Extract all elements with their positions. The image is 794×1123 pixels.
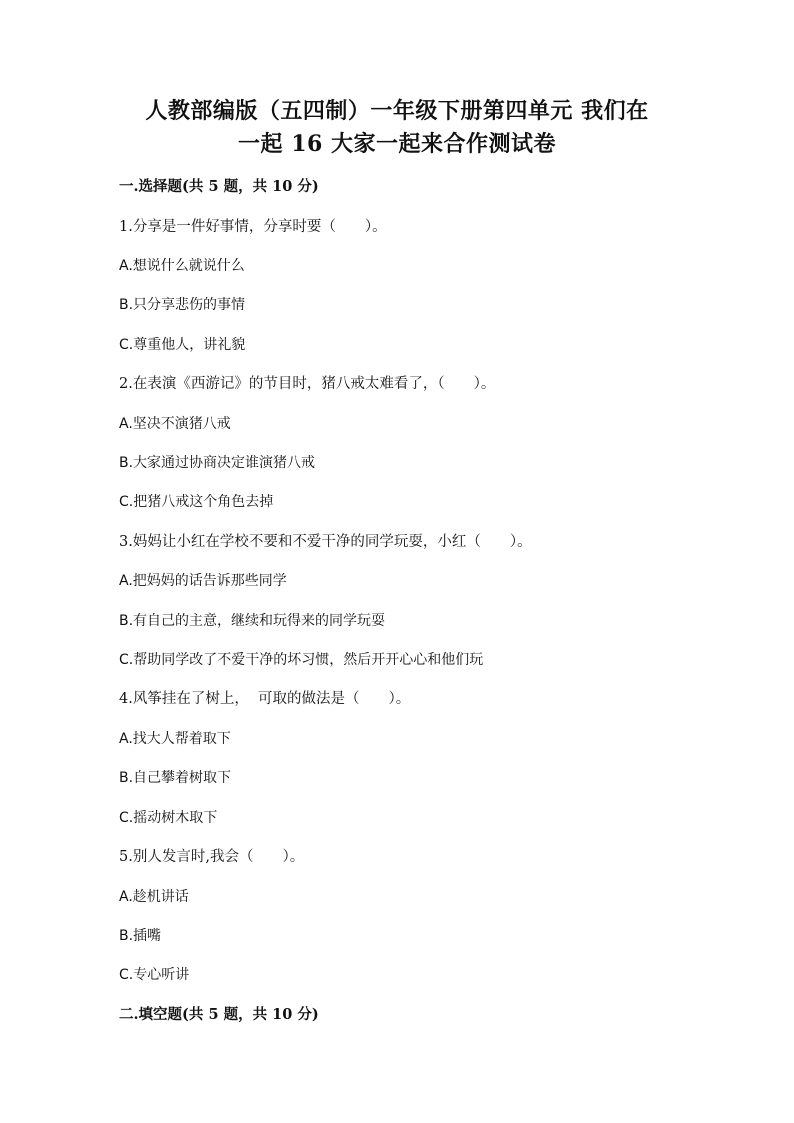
question-5-stem: 5.别人发言时,我会（ ）。 xyxy=(119,849,305,865)
question-2-option-c: C.把猪八戒这个角色去掉 xyxy=(119,494,274,510)
question-1-option-b: B.只分享悲伤的事情 xyxy=(119,297,246,313)
question-5-option-b: B.插嘴 xyxy=(119,928,162,944)
section-heading-fill-in-blank: 二.填空题(共 5 题，共 10 分) xyxy=(119,1006,319,1023)
question-4-option-c: C.摇动树木取下 xyxy=(119,810,218,826)
question-2-option-a: A.坚决不演猪八戒 xyxy=(119,416,231,432)
exam-title-line-1: 人教部编版（五四制）一年级下册第四单元 我们在 xyxy=(145,98,649,124)
question-1-option-c: C.尊重他人，讲礼貌 xyxy=(119,337,246,353)
question-3-option-a: A.把妈妈的话告诉那些同学 xyxy=(119,573,287,589)
question-2-option-b: B.大家通过协商决定谁演猪八戒 xyxy=(119,455,316,471)
question-4-option-a: A.找大人帮着取下 xyxy=(119,731,231,747)
question-4-option-b: B.自己攀着树取下 xyxy=(119,770,232,786)
question-1-option-a: A.想说什么就说什么 xyxy=(119,258,245,274)
section-heading-multiple-choice: 一.选择题(共 5 题，共 10 分) xyxy=(119,178,319,195)
question-4-stem: 4.风筝挂在了树上， 可取的做法是（ ）。 xyxy=(119,691,411,707)
exam-title-line-2: 一起 16 大家一起来合作测试卷 xyxy=(238,131,556,157)
question-3-option-c: C.帮助同学改了不爱干净的坏习惯，然后开开心心和他们玩 xyxy=(119,652,484,668)
question-5-option-a: A.趁机讲话 xyxy=(119,889,189,905)
question-2-stem: 2.在表演《西游记》的节目时，猪八戒太难看了，（ ）。 xyxy=(119,376,496,392)
question-1-stem: 1.分享是一件好事情，分享时要（ ）。 xyxy=(119,219,387,235)
question-3-stem: 3.妈妈让小红在学校不要和不爱干净的同学玩耍，小红（ ）。 xyxy=(119,534,532,550)
question-3-option-b: B.有自己的主意，继续和玩得来的同学玩耍 xyxy=(119,613,386,629)
question-5-option-c: C.专心听讲 xyxy=(119,967,190,983)
